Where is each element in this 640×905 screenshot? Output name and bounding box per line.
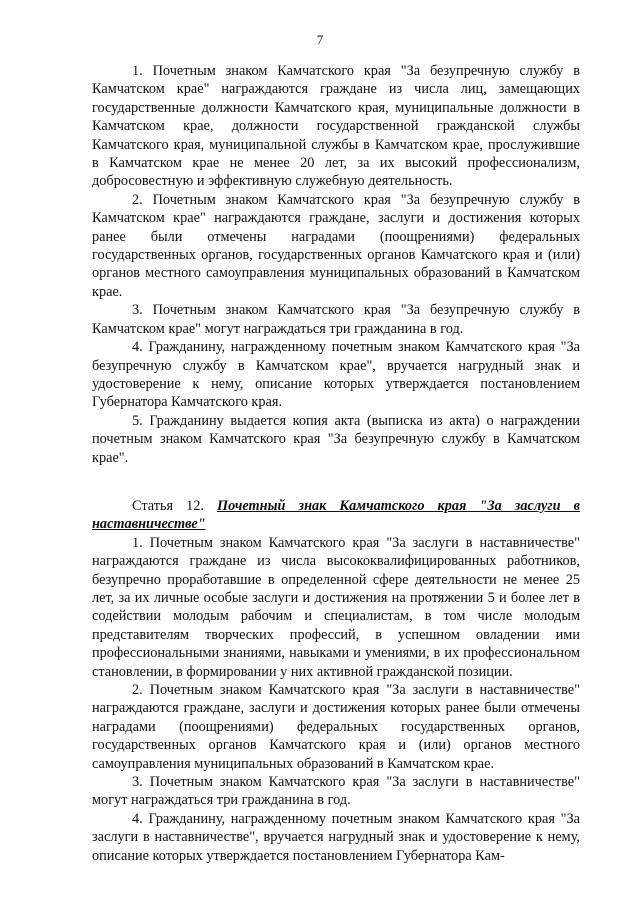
paragraph-4: 4. Гражданину, награжденному почетным знаком Камчатского края "За безупречную службу в Камчатском крае", вручается нагрудный знак и удостоверение к нему, описание которых утверждается постановлением Губернатора Камчатского края. (92, 339, 580, 411)
paragraph-5: 5. Гражданину выдается копия акта (выписка из акта) о награждении почетным знаком Камчатского края "За безупречную службу в Камчатском крае". (92, 412, 580, 466)
article-number: Статья 12. (132, 497, 204, 514)
paragraph-3: 3. Почетным знаком Камчатского края "За безупречную службу в Камчатском крае" могут награждаться три гражданина в год. (92, 302, 580, 337)
paragraph-2: 2. Почетным знаком Камчатского края "За безупречную службу в Камчатском крае" награждаются граждане, заслуги и достижения которых ранее были отмечены наградами (поощрениями) федеральных государственных органов, государственных органов Камчатского края и (или) органов местного самоуправления муниципальных образований в Камчатском крае. (92, 191, 580, 300)
article-paragraph-3: 3. Почетным знаком Камчатского края "За заслуги в наставничестве" могут награждаться три гражданина в год. (92, 774, 580, 809)
page-number: 7 (316, 32, 324, 47)
article-title: Почетный знак Камчатского края "За заслуги в наставничестве" (92, 497, 580, 533)
article-paragraph-1: 1. Почетным знаком Камчатского края "За заслуги в наставничестве" награждаются граждане из числа высококвалифицированных работников, безупречно проработавшие в определенной сфере деятельности не менее 25 лет, за их личные особые заслуги и достижения на протяжении 5 и более лет в содействии молодым рабочим и специалистам, в том числе молодым представителям творческих профессий, в успешном овладении ими профессиональными знаниями, навыками и умениями, в их профессиональном становлении, в формировании у них активной гражданской позиции. (92, 534, 580, 680)
article-paragraph-2: 2. Почетным знаком Камчатского края "За заслуги в наставничестве" награждаются граждане, заслуги и достижения которых ранее были отмечены наградами (поощрениями) федеральных государственных органов, государственных органов Камчатского края и (или) органов местного самоуправления муниципальных образований в Камчатском крае. (92, 682, 580, 772)
article-paragraph-4: 4. Гражданину, награжденному почетным знаком Камчатского края "За заслуги в наставничестве", вручается нагрудный знак и удостоверение к нему, описание которых утверждается постановлением Губернатора Кам- (92, 810, 580, 864)
paragraph-1: 1. Почетным знаком Камчатского края "За безупречную службу в Камчатском крае" награждаются граждане из числа лиц, замещающих государственные должности Камчатского края, муниципальные должности в Камчатском крае, должности государственной гражданской службы Камчатского края, муниципальной службы в Камчатском крае, прослужившие в Камчатском крае не менее 20 лет, за их высокий профессионализм, добросовестную и эффективную служебную деятельность. (92, 63, 580, 190)
document-body (92, 62, 580, 865)
article-heading (92, 497, 580, 534)
